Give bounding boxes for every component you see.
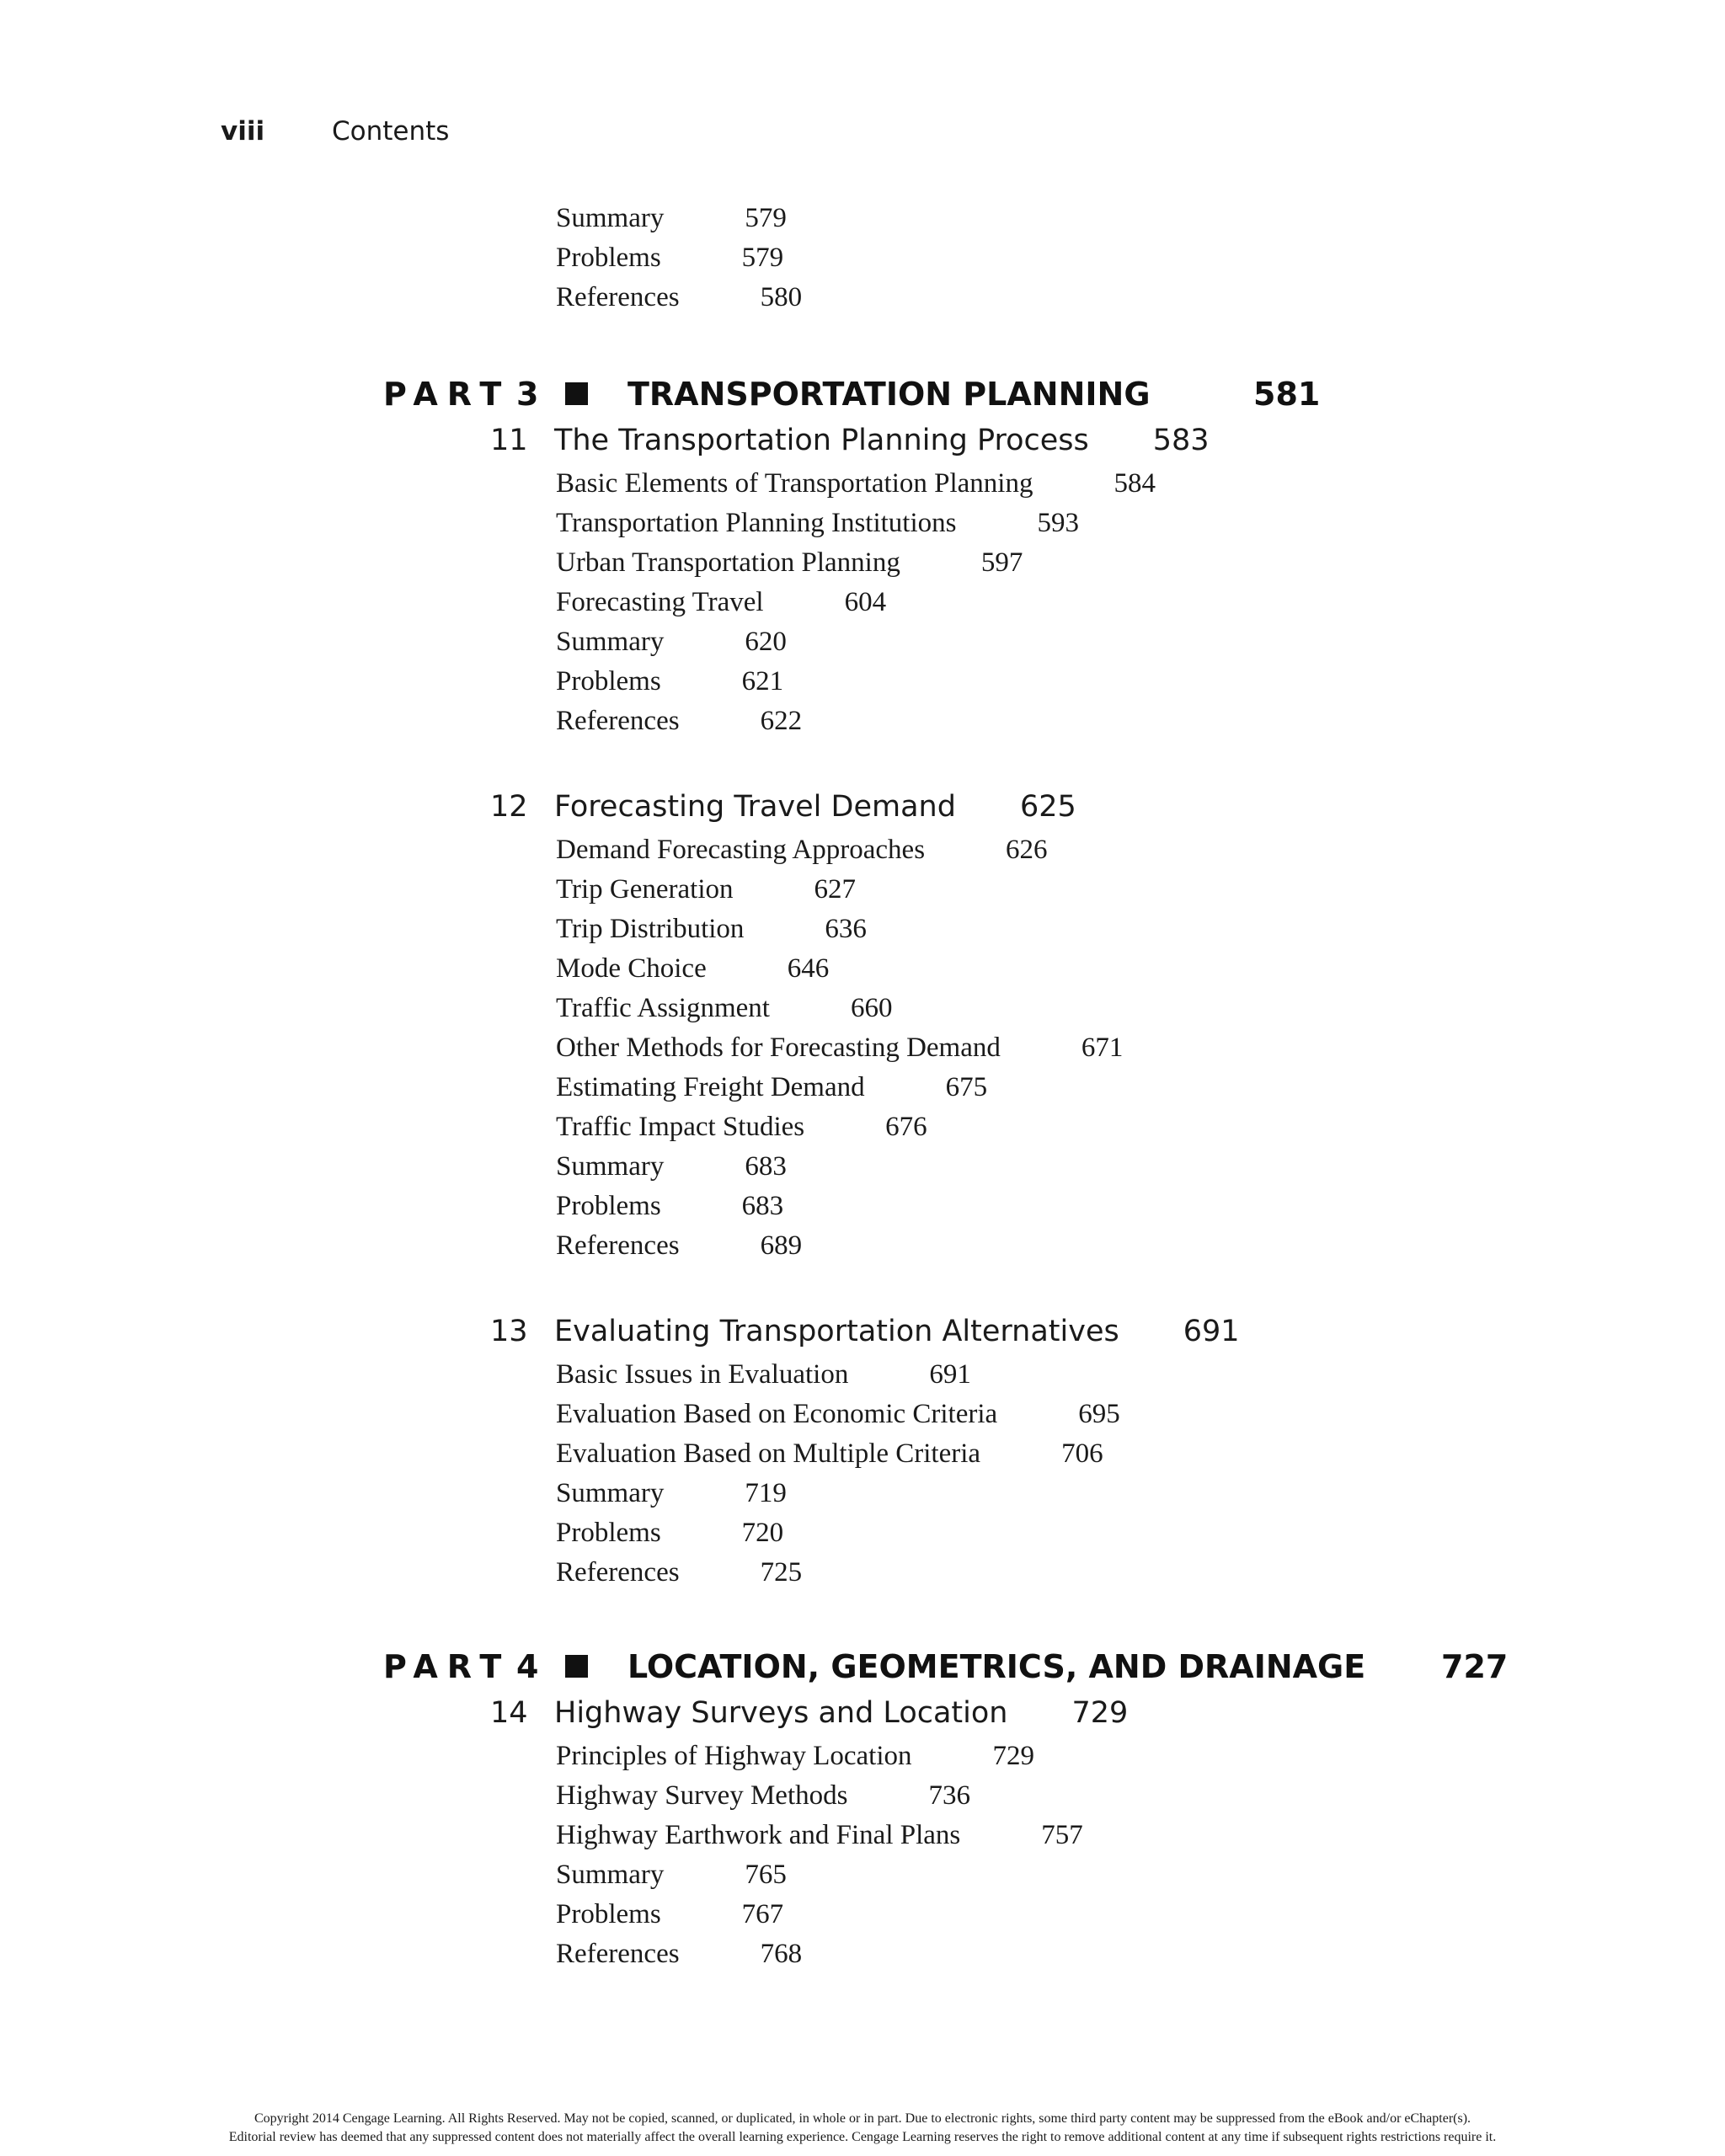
entry-page: 604 (844, 587, 887, 617)
entry-page: 627 (814, 874, 857, 905)
entry-page: 584 (1114, 468, 1156, 499)
entry-page: 660 (850, 993, 893, 1023)
entry-title: Principles of Highway Location (556, 1741, 912, 1771)
entry-page: 675 (945, 1072, 988, 1102)
chapter-number: 13 (490, 1315, 528, 1348)
entry-title: Basic Issues in Evaluation (556, 1359, 849, 1390)
toc-entry[interactable] (556, 949, 829, 988)
entry-page: 671 (1081, 1033, 1124, 1063)
chapter-title: Evaluating Transportation Alternatives (554, 1315, 1119, 1348)
entry-title: Urban Transportation Planning (556, 547, 900, 578)
square-bullet-icon (565, 382, 588, 405)
toc-entry[interactable] (556, 702, 802, 740)
toc-entry[interactable] (556, 830, 1048, 869)
entry-title: Trip Generation (556, 874, 734, 905)
toc-entry[interactable] (556, 662, 783, 701)
toc-entry[interactable] (556, 199, 787, 237)
chapter-title: Highway Surveys and Location (554, 1696, 1008, 1730)
entry-page: 695 (1078, 1399, 1120, 1429)
part-label: PART (383, 376, 511, 413)
entry-title: Traffic Impact Studies (556, 1112, 805, 1142)
toc-entry[interactable] (556, 870, 856, 909)
entry-title: Mode Choice (556, 953, 707, 984)
entry-title: Problems (556, 1899, 661, 1929)
chapter-page: 583 (1152, 424, 1210, 457)
toc-entry[interactable] (556, 1513, 783, 1552)
toc-entry[interactable] (556, 1187, 783, 1225)
toc-entry[interactable] (556, 543, 1023, 582)
chapter-page: 691 (1183, 1315, 1240, 1348)
entry-page: 597 (980, 547, 1023, 578)
entry-title: Summary (556, 1151, 665, 1182)
entry-page: 736 (928, 1780, 970, 1811)
entry-title: Summary (556, 203, 665, 233)
entry-title: Highway Survey Methods (556, 1780, 848, 1811)
entry-title: References (556, 282, 680, 312)
toc-entry[interactable] (556, 1147, 787, 1186)
entry-page: 719 (745, 1478, 787, 1508)
toc-entry[interactable] (556, 1068, 987, 1107)
entry-page: 621 (741, 666, 784, 696)
toc-entry[interactable] (556, 1107, 927, 1146)
entry-page: 765 (745, 1860, 787, 1890)
entry-title: Demand Forecasting Approaches (556, 835, 926, 865)
chapter-page: 729 (1071, 1696, 1129, 1730)
entry-page: 683 (745, 1151, 787, 1182)
toc-entry[interactable] (556, 989, 892, 1027)
entry-page: 626 (1006, 835, 1048, 865)
entry-title: Problems (556, 1518, 661, 1548)
toc-entry[interactable] (556, 1776, 970, 1815)
entry-page: 720 (741, 1518, 784, 1548)
toc-entry[interactable] (556, 1855, 787, 1894)
part-title: TRANSPORTATION PLANNING (628, 376, 1151, 413)
entry-title: Problems (556, 1191, 661, 1221)
entry-page: 725 (760, 1557, 803, 1588)
entry-page: 689 (760, 1230, 803, 1261)
entry-title: References (556, 1230, 680, 1261)
chapter-title: The Transportation Planning Process (554, 424, 1089, 457)
entry-page: 729 (992, 1741, 1034, 1771)
entry-title: Summary (556, 1860, 665, 1890)
page-number: viii (221, 116, 265, 147)
entry-page: 768 (760, 1939, 803, 1969)
toc-entry[interactable] (556, 1474, 787, 1513)
chapter-title: Forecasting Travel Demand (554, 790, 956, 824)
toc-entry[interactable] (556, 1935, 802, 1973)
toc-entry[interactable] (556, 910, 867, 948)
part-number: 3 (516, 376, 539, 413)
entry-title: References (556, 1939, 680, 1969)
chapter-page: 625 (1019, 790, 1076, 824)
toc-entry[interactable] (556, 622, 787, 661)
chapter-number: 14 (490, 1696, 528, 1730)
copyright-footer (0, 2110, 1725, 2147)
entry-page: 579 (741, 243, 784, 273)
entry-title: References (556, 706, 680, 736)
toc-entry[interactable] (556, 1028, 1123, 1067)
entry-title: Transportation Planning Institutions (556, 508, 957, 538)
entry-title: Evaluation Based on Economic Criteria (556, 1399, 998, 1429)
entry-title: Problems (556, 243, 661, 273)
copyright-line-1: Copyright 2014 Cengage Learning. All Rights Reserved. May not be copied, scanned, or duplicated, in whole or in part. Due to electronic rights, some third party content may be suppressed from the eBook and/or eChapter(s). (254, 2111, 1471, 2126)
chapter-number: 12 (490, 790, 528, 824)
toc-entry[interactable] (556, 1226, 802, 1265)
copyright-line-2: Editorial review has deemed that any suppressed content does not materially affect the overall learning experience. Cengage Learning reserves the right to remove additional content at any time if subsequent rights restrictions require it. (228, 2130, 1497, 2144)
entry-title: References (556, 1557, 680, 1588)
part-page: 581 (1253, 376, 1321, 413)
chapter-number: 11 (490, 424, 528, 457)
entry-title: Other Methods for Forecasting Demand (556, 1033, 1001, 1063)
entry-page: 646 (787, 953, 830, 984)
entry-title: Basic Elements of Transportation Planning (556, 468, 1033, 499)
toc-entry[interactable] (556, 1816, 1083, 1854)
toc-entry[interactable] (556, 583, 886, 622)
entry-title: Problems (556, 666, 661, 696)
entry-title: Evaluation Based on Multiple Criteria (556, 1438, 981, 1469)
toc-entry[interactable] (556, 504, 1079, 542)
entry-page: 622 (760, 706, 803, 736)
entry-page: 683 (741, 1191, 784, 1221)
entry-page: 706 (1061, 1438, 1103, 1469)
part-title: LOCATION, GEOMETRICS, AND DRAINAGE (628, 1648, 1366, 1685)
entry-title: Summary (556, 1478, 665, 1508)
entry-page: 580 (760, 282, 803, 312)
entry-page: 757 (1041, 1820, 1083, 1850)
entry-page: 676 (885, 1112, 927, 1142)
entry-title: Forecasting Travel (556, 587, 764, 617)
entry-title: Summary (556, 627, 665, 657)
entry-page: 620 (745, 627, 787, 657)
part-page: 727 (1441, 1648, 1509, 1685)
toc-entry[interactable] (556, 238, 783, 277)
toc-entry[interactable] (556, 1895, 783, 1934)
toc-entry[interactable] (556, 1395, 1120, 1433)
toc-entry[interactable] (556, 464, 1156, 503)
entry-page: 767 (741, 1899, 784, 1929)
toc-entry[interactable] (556, 1553, 802, 1592)
square-bullet-icon (565, 1655, 588, 1678)
toc-entry[interactable] (556, 1434, 1103, 1473)
entry-title: Highway Earthwork and Final Plans (556, 1820, 961, 1850)
toc-entry[interactable] (556, 1355, 971, 1394)
entry-title: Estimating Freight Demand (556, 1072, 865, 1102)
toc-entry[interactable] (556, 278, 802, 317)
entry-page: 593 (1037, 508, 1079, 538)
part-label: PART (383, 1648, 511, 1685)
entry-title: Trip Distribution (556, 914, 745, 944)
entry-page: 579 (745, 203, 787, 233)
running-title: Contents (332, 116, 450, 147)
entry-title: Traffic Assignment (556, 993, 770, 1023)
part-number: 4 (516, 1648, 539, 1685)
entry-page: 636 (825, 914, 867, 944)
toc-entry[interactable] (556, 1737, 1034, 1775)
entry-page: 691 (929, 1359, 971, 1390)
